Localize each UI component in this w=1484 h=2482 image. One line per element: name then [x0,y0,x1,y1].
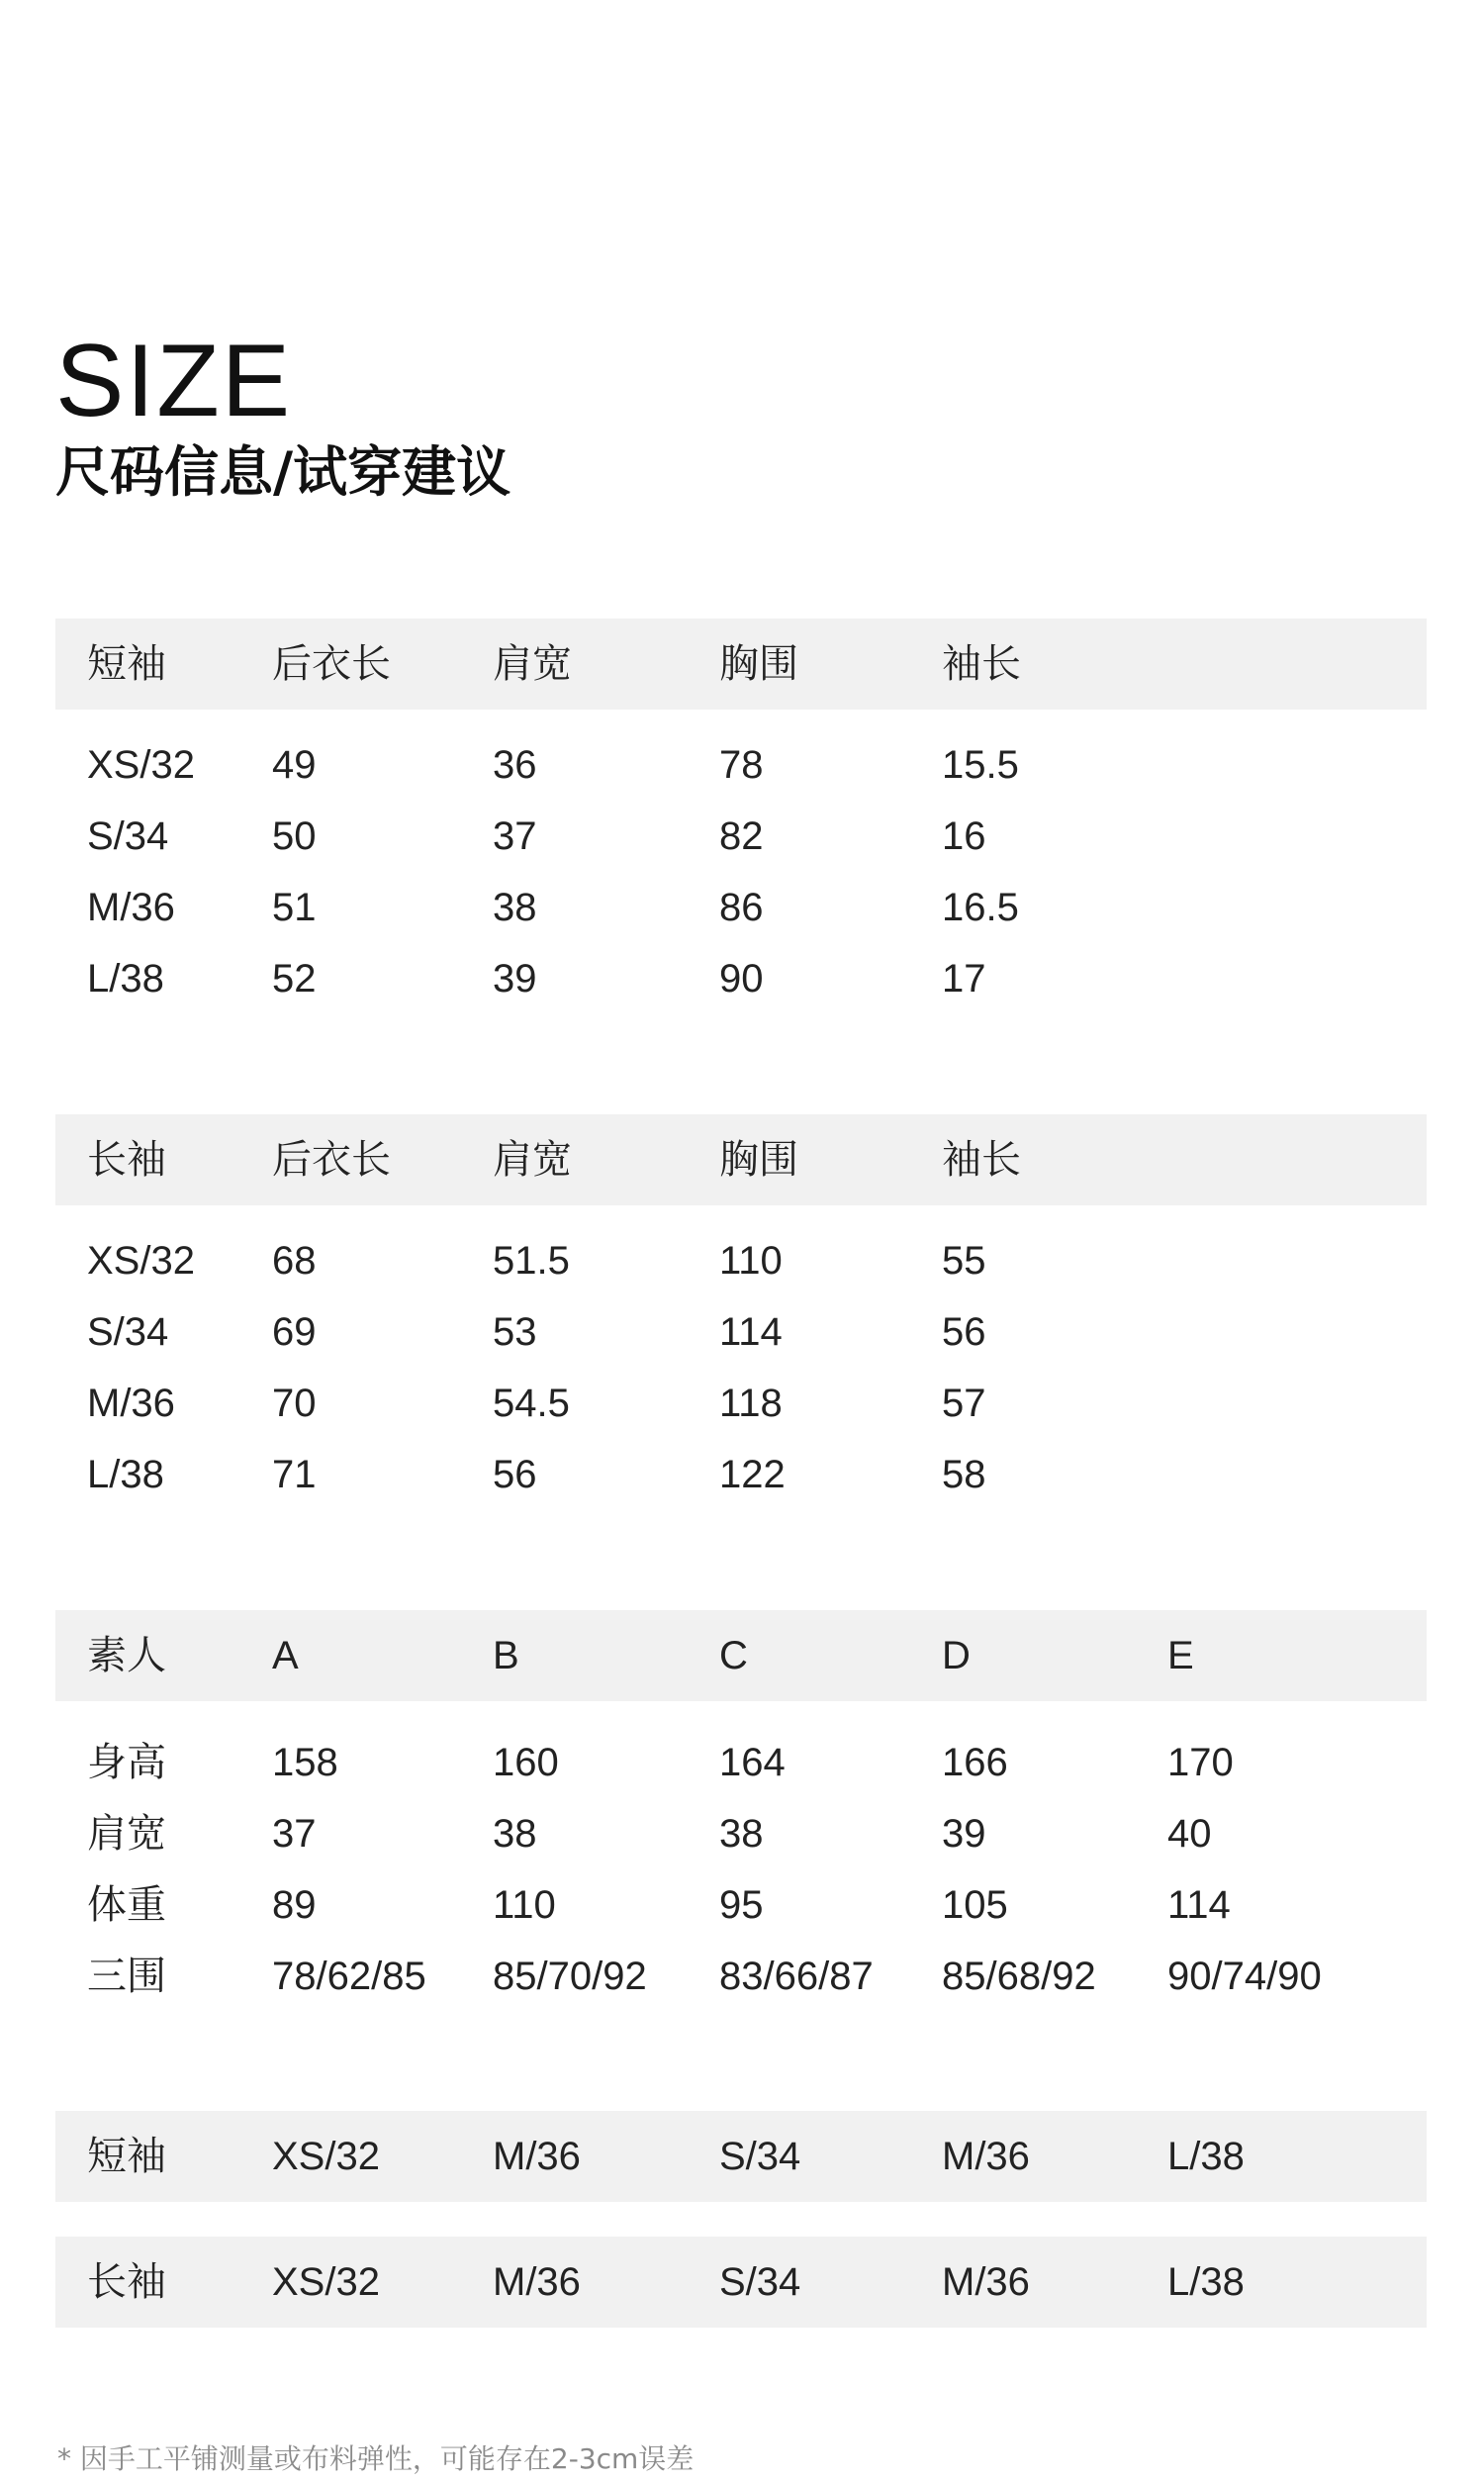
size-cell: S/34 [87,1310,169,1354]
fit-suggestion-short-sleeve [55,2111,1427,2202]
fit-size-cell: L/38 [1167,2135,1245,2178]
value-cell: 95 [719,1883,764,1927]
header-cell: 肩宽 [493,641,572,687]
value-cell: 39 [942,1812,986,1856]
row-label: 体重 [87,1882,166,1928]
value-cell: 37 [493,814,537,858]
fit-size-cell: L/38 [1167,2260,1245,2304]
value-cell: 51.5 [493,1239,570,1283]
value-cell: 38 [719,1812,764,1856]
table-row [55,1368,1427,1439]
table-row [55,1225,1427,1296]
header-cell: D [942,1634,971,1677]
value-cell: 83/66/87 [719,1955,874,1998]
value-cell: 38 [493,1812,537,1856]
header-cell: C [719,1634,748,1677]
value-cell: 78/62/85 [272,1955,426,1998]
size-cell: M/36 [87,886,175,929]
fit-size-cell: XS/32 [272,2135,380,2178]
header-cell: 后衣长 [272,1137,391,1183]
value-cell: 16.5 [942,886,1019,929]
size-cell: XS/32 [87,743,195,787]
measurement-footnote: * 因手工平铺测量或布料弹性，可能存在2-3cm误差 [57,2442,695,2475]
header-cell: 袖长 [942,1137,1021,1183]
table-row [55,801,1427,872]
header-cell: 素人 [87,1633,166,1678]
value-cell: 118 [719,1382,783,1425]
value-cell: 56 [493,1453,537,1496]
header-cell: 后衣长 [272,641,391,687]
fit-row [55,2111,1427,2202]
table-row [55,1941,1427,2012]
fit-size-cell: M/36 [493,2260,581,2304]
value-cell: 105 [942,1883,1008,1927]
size-cell: L/38 [87,1453,164,1496]
table-row [55,1798,1427,1869]
table-row [55,1439,1427,1510]
table-header [55,619,1427,710]
long-sleeve-size-table [55,1114,1427,1510]
header-cell: A [272,1634,299,1677]
fit-size-cell: M/36 [493,2135,581,2178]
value-cell: 166 [942,1741,1008,1784]
value-cell: 71 [272,1453,317,1496]
value-cell: 90/74/90 [1167,1955,1322,1998]
value-cell: 170 [1167,1741,1234,1784]
value-cell: 17 [942,957,986,1001]
model-measurements-table [55,1610,1427,2012]
size-cell: XS/32 [87,1239,195,1283]
value-cell: 89 [272,1883,317,1927]
value-cell: 15.5 [942,743,1019,787]
table-row [55,1727,1427,1798]
value-cell: 40 [1167,1812,1212,1856]
fit-size-cell: M/36 [942,2135,1030,2178]
value-cell: 85/70/92 [493,1955,647,1998]
value-cell: 114 [1167,1883,1231,1927]
fit-row-label: 短袖 [87,2134,166,2179]
short-sleeve-size-table [55,619,1427,1014]
row-label: 肩宽 [87,1811,166,1857]
fit-size-cell: XS/32 [272,2260,380,2304]
row-label: 三围 [87,1954,166,1999]
fit-size-cell: M/36 [942,2260,1030,2304]
value-cell: 56 [942,1310,986,1354]
value-cell: 82 [719,814,764,858]
size-cell: L/38 [87,957,164,1001]
size-cell: S/34 [87,814,169,858]
value-cell: 37 [272,1812,317,1856]
value-cell: 110 [719,1239,783,1283]
value-cell: 38 [493,886,537,929]
fit-row [55,2237,1427,2328]
size-cell: M/36 [87,1382,175,1425]
value-cell: 164 [719,1741,786,1784]
value-cell: 39 [493,957,537,1001]
value-cell: 68 [272,1239,317,1283]
table-row [55,872,1427,943]
table-row [55,1296,1427,1368]
fit-size-cell: S/34 [719,2260,801,2304]
value-cell: 85/68/92 [942,1955,1096,1998]
value-cell: 51 [272,886,317,929]
value-cell: 50 [272,814,317,858]
header-cell: 长袖 [87,1137,166,1183]
value-cell: 70 [272,1382,317,1425]
value-cell: 49 [272,743,317,787]
table-header [55,1610,1427,1701]
value-cell: 55 [942,1239,986,1283]
table-row [55,1869,1427,1941]
value-cell: 52 [272,957,317,1001]
value-cell: 122 [719,1453,786,1496]
value-cell: 69 [272,1310,317,1354]
fit-suggestion-long-sleeve [55,2237,1427,2328]
table-header [55,1114,1427,1205]
value-cell: 158 [272,1741,338,1784]
fit-row-label: 长袖 [87,2259,166,2305]
header-cell: 肩宽 [493,1137,572,1183]
value-cell: 110 [493,1883,556,1927]
header-cell: 袖长 [942,641,1021,687]
value-cell: 90 [719,957,764,1001]
header-cell: B [493,1634,519,1677]
row-label: 身高 [87,1740,166,1785]
value-cell: 114 [719,1310,783,1354]
value-cell: 58 [942,1453,986,1496]
value-cell: 16 [942,814,986,858]
table-row [55,729,1427,801]
value-cell: 160 [493,1741,559,1784]
header-cell: 胸围 [719,641,798,687]
value-cell: 36 [493,743,537,787]
header-cell: E [1167,1634,1194,1677]
value-cell: 54.5 [493,1382,570,1425]
fit-size-cell: S/34 [719,2135,801,2178]
value-cell: 57 [942,1382,986,1425]
value-cell: 86 [719,886,764,929]
value-cell: 78 [719,743,764,787]
value-cell: 53 [493,1310,537,1354]
page-title: SIZE [55,324,293,438]
header-cell: 短袖 [87,641,166,687]
table-row [55,943,1427,1014]
header-cell: 胸围 [719,1137,798,1183]
page-subtitle: 尺码信息/试穿建议 [55,440,511,504]
